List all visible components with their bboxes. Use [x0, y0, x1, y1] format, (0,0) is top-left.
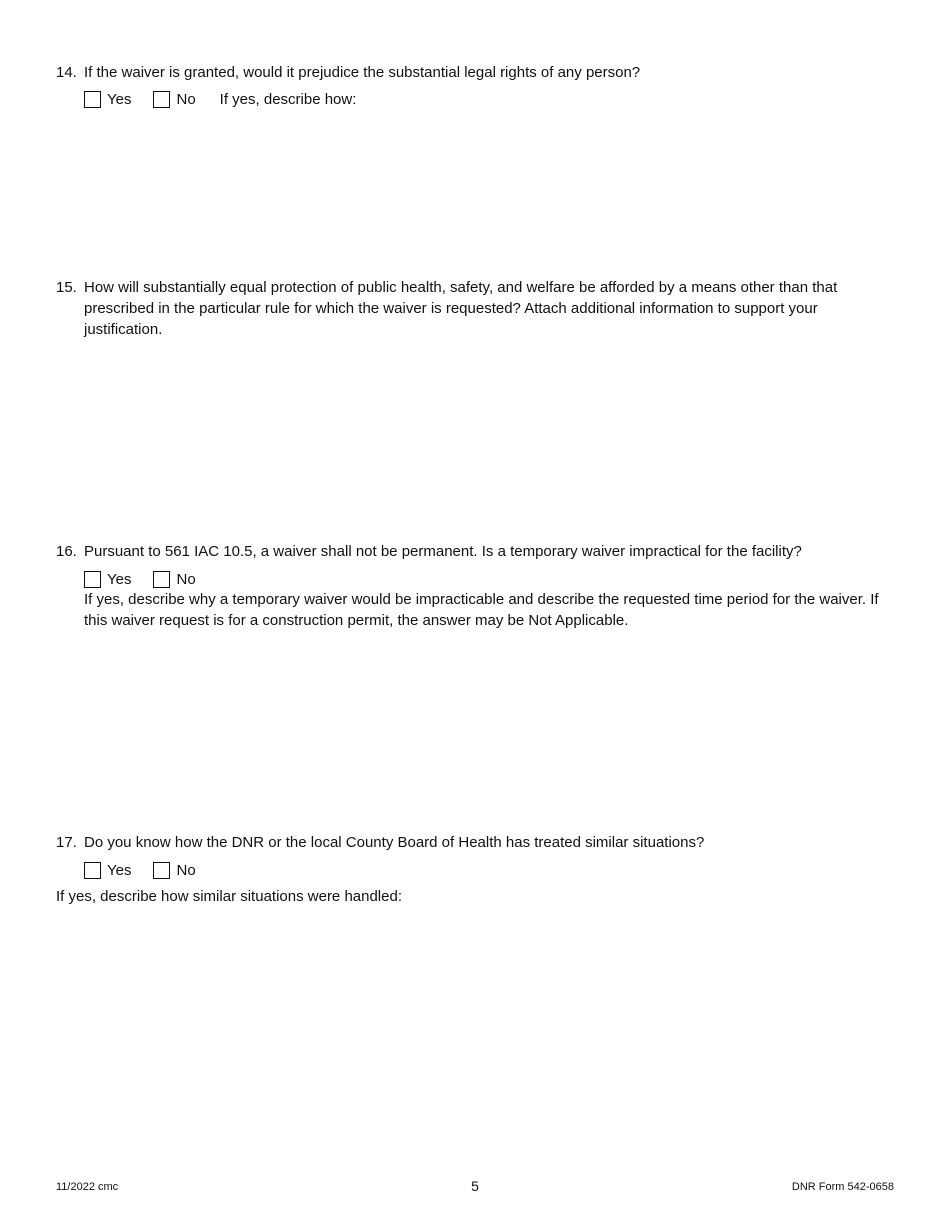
q16-answer-row — [84, 569, 218, 589]
question-number: 17. — [56, 834, 77, 851]
question-number: 15. — [56, 279, 77, 296]
q14-no-label: No — [176, 90, 196, 108]
question-text: How will substantially equal protection of public health, safety, and welfare be afforded by a means other than that prescribed in the particular rule for which the waiver is requested? Attach additional information to support your justification. — [84, 279, 838, 338]
question-17 — [56, 832, 896, 853]
question-15 — [56, 277, 896, 340]
footer-form-id: DNR Form 542-0658 — [791, 1181, 894, 1193]
question-number: 16. — [56, 543, 77, 560]
q16-answer-area[interactable] — [84, 640, 894, 820]
q14-answer-area[interactable] — [84, 118, 894, 268]
q16-no-label: No — [176, 570, 196, 588]
q15-answer-area[interactable] — [84, 350, 894, 530]
q17-answer-row — [84, 860, 218, 880]
page-number: 5 — [471, 1178, 479, 1194]
question-14 — [56, 62, 896, 83]
q16-followup: If yes, describe why a temporary waiver would be impracticable and describe the requested time period for the waiver. If this waiver request is for a construction permit, the answer may be Not Applicable. — [84, 591, 879, 629]
q17-followup: If yes, describe how similar situations were handled: — [56, 888, 402, 905]
q14-answer-row — [84, 89, 356, 109]
q14-yes-label: Yes — [107, 90, 132, 108]
question-number: 14. — [56, 64, 77, 81]
q17-answer-area[interactable] — [56, 915, 894, 1155]
q16-no-checkbox[interactable] — [153, 571, 170, 588]
q17-yes-label: Yes — [107, 861, 132, 879]
question-text: Do you know how the DNR or the local County Board of Health has treated similar situations? — [84, 834, 705, 851]
question-text: If the waiver is granted, would it prejudice the substantial legal rights of any person? — [84, 64, 641, 81]
q17-no-label: No — [176, 861, 196, 879]
q16-yes-label: Yes — [107, 570, 132, 588]
q14-followup: If yes, describe how: — [219, 90, 357, 108]
q17-no-checkbox[interactable] — [153, 862, 170, 879]
q14-yes-checkbox[interactable] — [84, 91, 101, 108]
q17-yes-checkbox[interactable] — [84, 862, 101, 879]
footer-date: 11/2022 cmc — [56, 1181, 119, 1193]
q14-no-checkbox[interactable] — [153, 91, 170, 108]
question-16 — [56, 541, 896, 562]
question-text: Pursuant to 561 IAC 10.5, a waiver shall not be permanent. Is a temporary waiver impractical for the facility? — [84, 543, 802, 560]
q16-yes-checkbox[interactable] — [84, 571, 101, 588]
